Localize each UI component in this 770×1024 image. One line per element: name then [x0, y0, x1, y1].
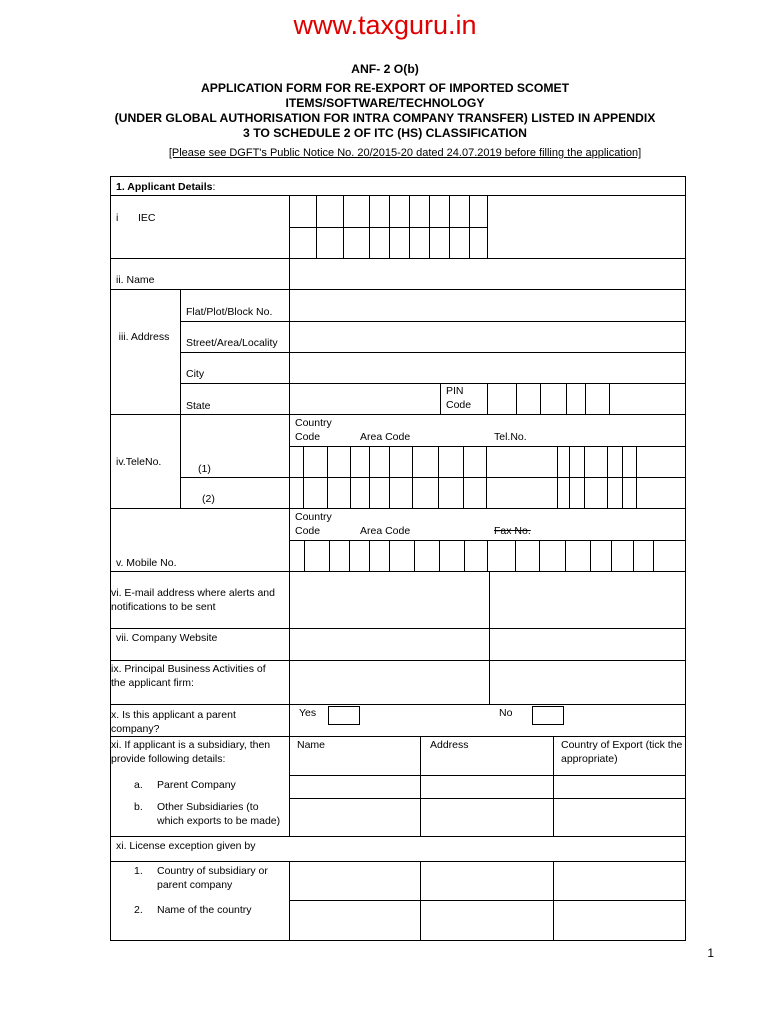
rule [289, 775, 686, 776]
rule [289, 195, 290, 571]
rule [110, 836, 686, 837]
rule [180, 477, 686, 478]
website-label: vii. Company Website [116, 632, 218, 644]
form-title-line-4: 3 TO SCHEDULE 2 OF ITC (HS) CLASSIFICATION [243, 126, 527, 140]
no-label: No [499, 707, 513, 719]
street-label: Street/Area/Locality [186, 337, 278, 349]
rule [110, 861, 686, 862]
page-number: 1 [707, 946, 714, 960]
parent-company-question: x. Is this applicant a parent company? [111, 709, 236, 735]
rule [110, 660, 686, 661]
country-code-label: Country Code [295, 417, 332, 443]
iec-number: i [116, 212, 119, 224]
city-label: City [186, 368, 205, 380]
frame-right [685, 176, 686, 941]
license-exception-label: xi. License exception given by [116, 840, 256, 852]
frame-top [110, 176, 686, 177]
rule [180, 352, 686, 353]
iec-label: IEC [138, 212, 156, 224]
rule [420, 861, 421, 941]
parent-a-marker: a. [134, 779, 143, 791]
country-of-subsidiary-label: Country of subsidiary or parent company [157, 865, 268, 891]
rule [110, 414, 686, 415]
form-title-line-3: (UNDER GLOBAL AUTHORISATION FOR INTRA COMPANY TRANSFER) LISTED IN APPENDIX [114, 111, 656, 125]
rule [440, 383, 441, 414]
principal-activities-label: ix. Principal Business Activities of the applicant firm: [111, 663, 266, 689]
rule [110, 704, 686, 705]
rule [110, 628, 686, 629]
tel-no-label: Tel.No. [494, 431, 527, 443]
tel-1-label: (1) [198, 463, 211, 475]
rule [180, 321, 686, 322]
rule [289, 798, 686, 799]
area-code-label: Area Code [360, 431, 411, 443]
country-code-label-2: Country Code [295, 511, 332, 537]
site-watermark: www.taxguru.in [293, 10, 477, 40]
rule [289, 446, 686, 447]
column-address: Address [430, 739, 469, 751]
email-label: vi. E-mail address where alerts and notifications to be sent [111, 587, 275, 613]
name-of-country-label: Name of the country [157, 904, 252, 916]
mobile-label: v. Mobile No. [116, 557, 177, 569]
rule [180, 289, 181, 509]
section-applicant-details: 1. Applicant Details: [116, 181, 216, 193]
rule [110, 195, 686, 196]
other-b-marker: b. [134, 801, 143, 813]
address-label: iii. Address [118, 331, 170, 343]
frame-left [110, 176, 111, 941]
rule [110, 571, 686, 572]
flat-label: Flat/Plot/Block No. [186, 306, 273, 318]
frame-bottom [110, 940, 686, 941]
yes-checkbox[interactable] [328, 706, 360, 725]
column-name: Name [297, 739, 326, 751]
rule [489, 571, 490, 704]
yes-label: Yes [299, 707, 317, 719]
rule [289, 227, 487, 228]
tel-2-label: (2) [202, 493, 215, 505]
fax-no-label: Fax No. [494, 525, 531, 537]
pin-code-label: PIN Code [446, 385, 472, 411]
public-notice: [Please see DGFT's Public Notice No. 20/2015-20 dated 24.07.2019 before filling the application] [168, 147, 642, 159]
country-1-marker: 1. [134, 865, 143, 877]
form-title-line-1: APPLICATION FORM FOR RE-EXPORT OF IMPORTED SCOMET [200, 81, 570, 95]
rule [553, 736, 554, 836]
rule [553, 861, 554, 941]
rule [180, 383, 686, 384]
rule [289, 900, 686, 901]
form-title-line-2: ITEMS/SOFTWARE/TECHNOLOGY [285, 96, 485, 110]
area-code-label-2: Area Code [360, 525, 411, 537]
rule [289, 736, 290, 836]
form-number: ANF- 2 O(b) [351, 62, 419, 76]
other-subsidiaries-label: Other Subsidiaries (to which exports to be made) [157, 801, 281, 827]
no-checkbox[interactable] [532, 706, 564, 725]
rule [110, 736, 686, 737]
rule [289, 571, 290, 736]
rule [110, 258, 686, 259]
name-label: ii. Name [116, 274, 155, 286]
column-country-of-export: Country of Export (tick the appropriate) [561, 739, 683, 765]
rule [420, 736, 421, 836]
parent-company-label: Parent Company [157, 779, 236, 791]
rule [110, 508, 686, 509]
rule [110, 289, 686, 290]
rule [289, 861, 290, 941]
teleno-label: iv.TeleNo. [116, 456, 162, 468]
subsidiary-label: xi. If applicant is a subsidiary, then provide following details: [111, 739, 271, 765]
state-label: State [186, 400, 211, 412]
country-2-marker: 2. [134, 904, 143, 916]
